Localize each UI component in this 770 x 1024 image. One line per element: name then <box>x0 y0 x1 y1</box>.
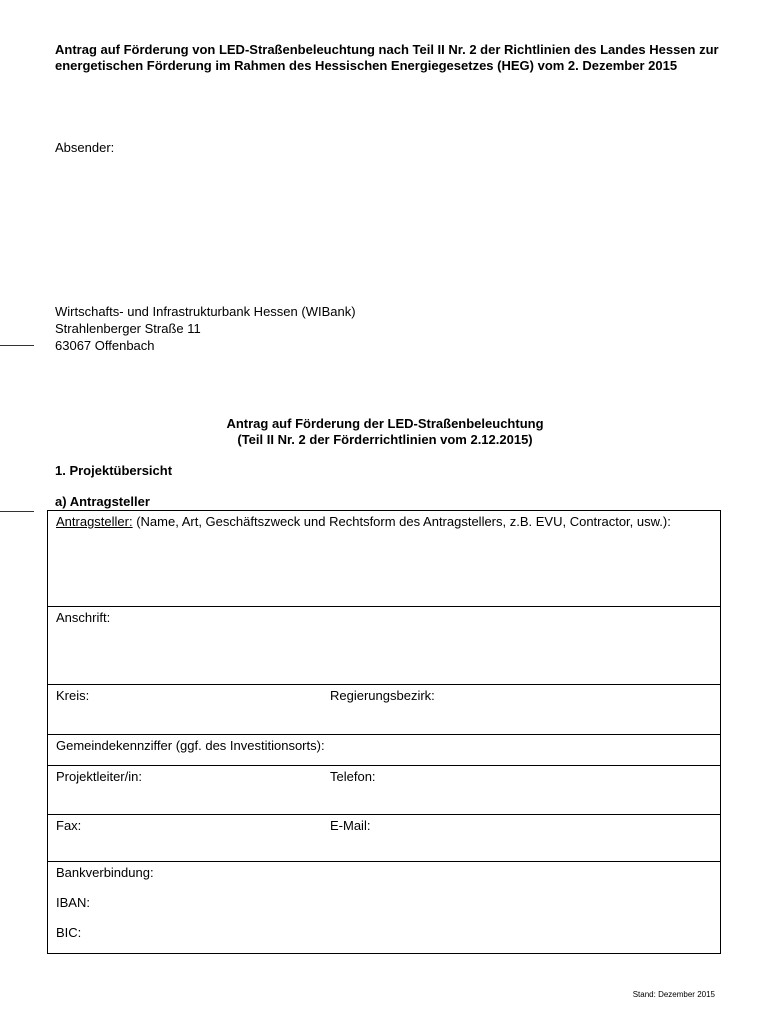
fax-label: Fax: <box>56 818 82 833</box>
bic-label: BIC: <box>56 925 82 940</box>
district-label: Kreis: <box>56 688 90 703</box>
recipient-line-2: Strahlenberger Straße 11 <box>55 321 201 336</box>
project-lead-label: Projektleiter/in: <box>56 769 142 784</box>
applicant-row[interactable] <box>48 511 720 607</box>
fold-mark-middle <box>0 511 34 512</box>
phone-label: Telefon: <box>330 769 376 784</box>
document-title: Antrag auf Förderung von LED-Straßenbeleuchtung nach Teil II Nr. 2 der Richtlinien des Landes Hessen zur energetischen Förderung im Rahmen des Hessischen Energiegesetzes (HEG) vom 2. Dezember 2015 <box>55 42 719 73</box>
project-lead-row[interactable] <box>48 766 720 815</box>
fax-row[interactable] <box>48 815 720 862</box>
fold-mark-top <box>0 345 34 346</box>
applicant-label: Antragsteller: <box>56 514 133 529</box>
applicant-field-label <box>56 514 710 530</box>
address-label: Anschrift: <box>56 610 111 625</box>
region-label: Regierungsbezirk: <box>330 688 435 703</box>
municipality-label: Gemeindekennziffer (ggf. des Investitionsorts): <box>56 738 325 753</box>
form-title-line-2: (Teil II Nr. 2 der Förderrichtlinien vom 2.12.2015) <box>237 432 533 447</box>
email-label: E-Mail: <box>330 818 371 833</box>
bank-row[interactable] <box>48 862 720 953</box>
municipality-row[interactable] <box>48 735 720 766</box>
footer-stand: Stand: Dezember 2015 <box>632 990 715 999</box>
district-row[interactable] <box>48 685 720 735</box>
recipient-line-1: Wirtschafts- und Infrastrukturbank Hessen (WIBank) <box>55 304 356 319</box>
subsection-heading: a) Antragsteller <box>55 494 150 509</box>
applicant-form-table <box>47 510 721 954</box>
section-heading: 1. Projektübersicht <box>55 463 173 478</box>
recipient-address <box>55 303 356 354</box>
address-row[interactable] <box>48 607 720 685</box>
form-title-line-1: Antrag auf Förderung der LED-Straßenbeleuchtung <box>226 416 544 431</box>
iban-label: IBAN: <box>56 895 90 910</box>
bank-label: Bankverbindung: <box>56 865 154 880</box>
form-title <box>0 416 770 448</box>
recipient-line-3: 63067 Offenbach <box>55 338 155 353</box>
applicant-hint: (Name, Art, Geschäftszweck und Rechtsform des Antragstellers, z.B. EVU, Contractor, usw.): <box>132 514 671 529</box>
sender-label: Absender: <box>55 140 115 155</box>
